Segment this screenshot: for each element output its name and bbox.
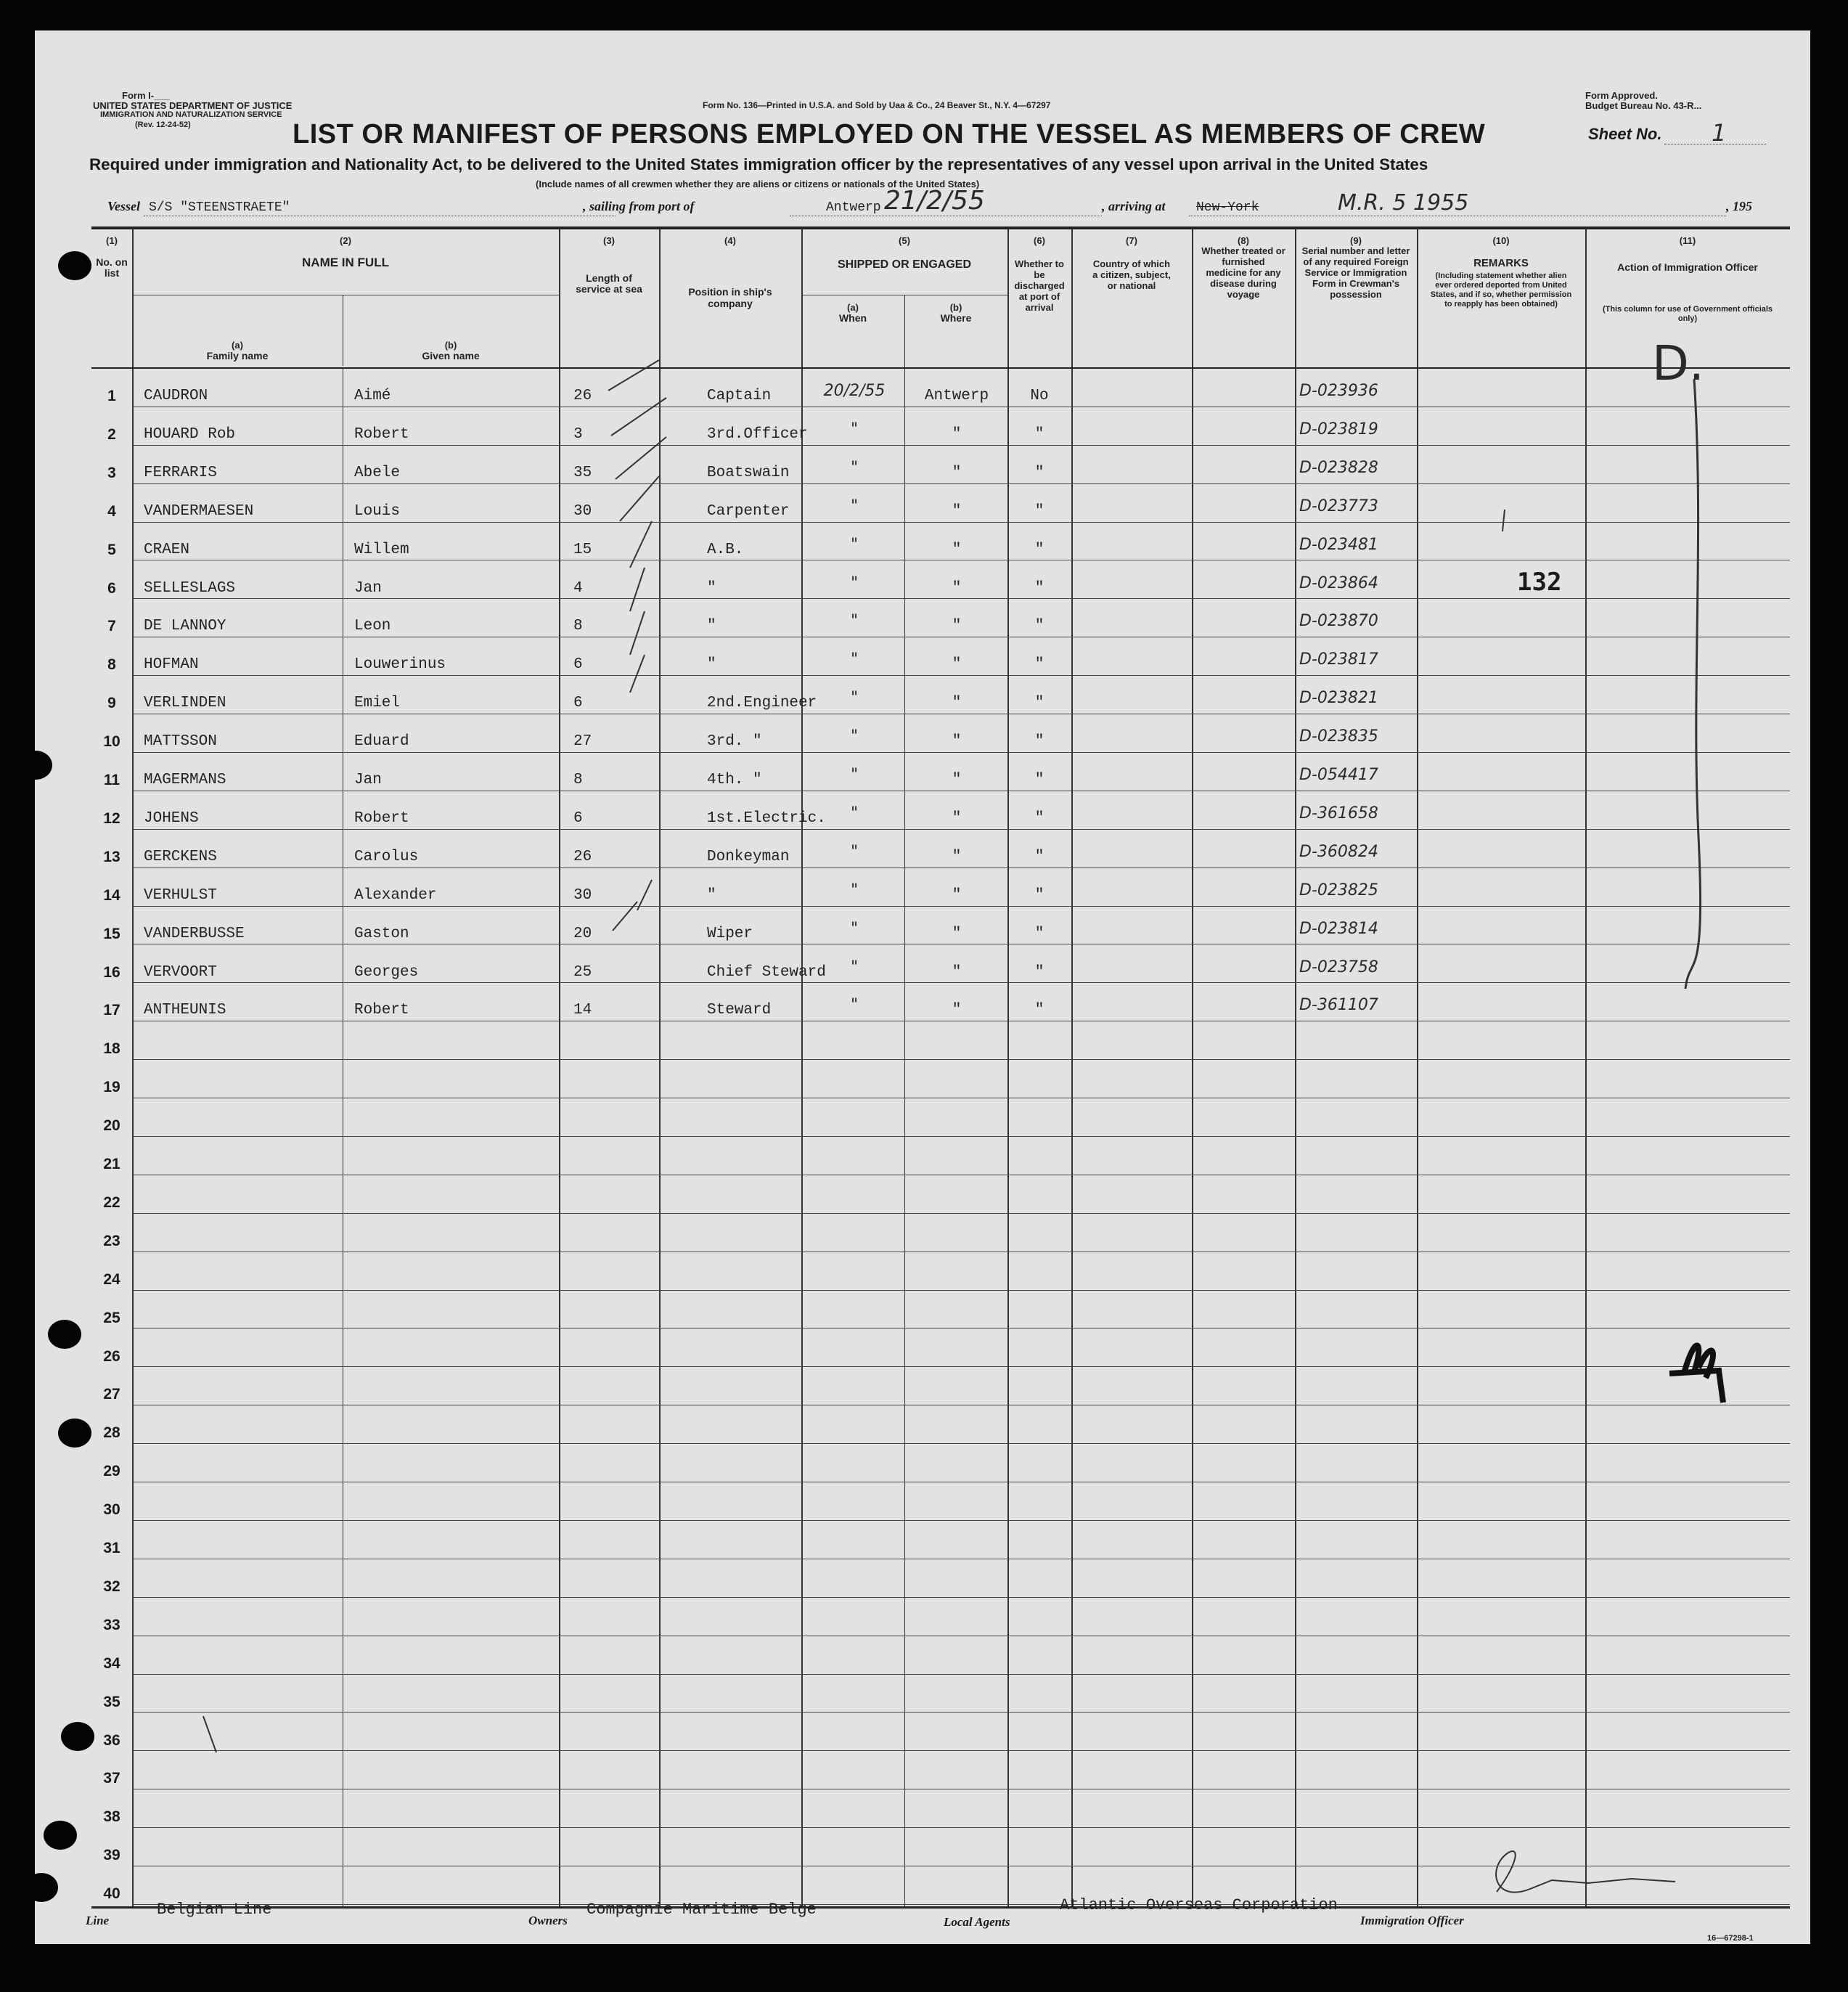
punch-hole xyxy=(58,1419,91,1448)
cell-discharged: " xyxy=(1034,502,1044,520)
col-2-number: (2) xyxy=(340,235,351,246)
cell-position: Chief Steward xyxy=(707,963,826,981)
cell-given-name: Abele xyxy=(354,464,401,481)
cell-given-name: Louwerinus xyxy=(354,656,446,674)
cell-serial: D-361658 xyxy=(1299,804,1378,822)
agents-value: Atlantic Overseas Corporation xyxy=(1060,1896,1338,1914)
col-length: Length of service at sea xyxy=(576,272,642,295)
manifest-sheet xyxy=(35,30,1810,1944)
cell-length: 3 xyxy=(573,425,583,443)
cell-serial: D-023814 xyxy=(1299,919,1378,938)
cell-no: 25 xyxy=(103,1309,120,1326)
col-6-number: (6) xyxy=(1034,235,1045,246)
cell-when: " xyxy=(850,804,859,822)
cell-no: 24 xyxy=(103,1270,120,1288)
cell-discharged: " xyxy=(1034,925,1044,942)
col-3-number: (3) xyxy=(603,235,615,246)
col-serial: Serial number and letter of any required Foreign Service or Immigration Form in Crewman's possession xyxy=(1301,245,1410,300)
col-position: Position in ship's company xyxy=(688,286,772,309)
cell-no: 9 xyxy=(107,695,116,712)
sheet-number: 1 xyxy=(1712,119,1727,147)
cell-given-name: Jan xyxy=(354,579,382,597)
cell-family-name: JOHENS xyxy=(144,809,199,827)
cell-no: 38 xyxy=(103,1808,120,1826)
cell-given-name: Emiel xyxy=(354,695,401,712)
cell-when: " xyxy=(850,996,859,1015)
cell-position: Donkeyman xyxy=(707,848,790,865)
cell-no: 22 xyxy=(103,1193,120,1211)
cell-serial: D-023835 xyxy=(1299,727,1378,746)
col-remarks: REMARKS xyxy=(1473,257,1529,269)
vessel-name: S/S "STEENSTRAETE" xyxy=(149,200,290,215)
cell-when: " xyxy=(850,842,859,861)
cell-no: 36 xyxy=(103,1731,120,1749)
cell-no: 33 xyxy=(103,1616,120,1633)
cell-when: " xyxy=(850,958,859,976)
cell-no: 5 xyxy=(107,541,116,558)
col-family-a: (a) xyxy=(232,340,243,351)
cell-serial: D-023758 xyxy=(1299,958,1378,976)
col-when: When xyxy=(838,312,867,324)
punch-hole xyxy=(19,751,52,780)
cell-when: " xyxy=(850,573,859,592)
cell-no: 17 xyxy=(103,1002,120,1019)
col-shipped: SHIPPED OR ENGAGED xyxy=(837,258,972,271)
col-discharged: Whether to be discharged at port of arrival xyxy=(1014,258,1065,313)
cell-no: 13 xyxy=(103,848,120,865)
form-code: 16—67298-1 xyxy=(1707,1934,1754,1943)
col-country: Country of which a citizen, subject, or national xyxy=(1092,258,1171,291)
cell-no: 16 xyxy=(103,963,120,981)
cell-length: 6 xyxy=(573,809,583,827)
cell-no: 26 xyxy=(103,1347,120,1365)
cell-position: Carpenter xyxy=(707,502,790,520)
cell-where: " xyxy=(952,541,962,558)
cell-where: " xyxy=(952,963,962,981)
cell-family-name: VERHULST xyxy=(144,886,217,904)
cell-position: Wiper xyxy=(707,925,753,942)
cell-length: 15 xyxy=(573,541,592,558)
cell-given-name: Robert xyxy=(354,1002,409,1019)
cell-when: " xyxy=(850,612,859,631)
cell-position: " xyxy=(707,579,716,597)
cell-where: " xyxy=(952,618,962,635)
cell-where: Antwerp xyxy=(924,388,989,404)
cell-length: 4 xyxy=(573,579,583,597)
cell-serial: D-023825 xyxy=(1299,881,1378,899)
cell-serial: D-023870 xyxy=(1299,612,1378,631)
cell-discharged: " xyxy=(1034,541,1044,558)
arrival-date: M.R. 5 1955 xyxy=(1338,190,1469,216)
punch-hole xyxy=(48,1320,81,1349)
col-given-b: (b) xyxy=(444,340,457,351)
punch-hole xyxy=(61,1722,94,1751)
cell-discharged: " xyxy=(1034,809,1044,827)
col-action-note: (This column for use of Government officials only) xyxy=(1602,305,1773,323)
cell-serial: D-023773 xyxy=(1299,497,1378,515)
cell-where: " xyxy=(952,848,962,865)
col-4-number: (4) xyxy=(724,235,736,246)
cell-length: 26 xyxy=(573,388,592,404)
cell-family-name: VANDERBUSSE xyxy=(144,925,245,942)
manifest-title: LIST OR MANIFEST OF PERSONS EMPLOYED ON THE VESSEL AS MEMBERS OF CREW xyxy=(293,119,1486,150)
cell-serial: D-023828 xyxy=(1299,458,1378,477)
cell-no: 1 xyxy=(107,388,116,404)
cell-no: 39 xyxy=(103,1847,120,1864)
cell-family-name: MATTSSON xyxy=(144,733,217,751)
cell-length: 27 xyxy=(573,733,592,751)
cell-when: " xyxy=(850,766,859,784)
cell-no: 7 xyxy=(107,618,116,635)
line-label: Line xyxy=(86,1914,110,1927)
cell-family-name: HOFMAN xyxy=(144,656,199,674)
cell-family-name: VANDERMAESEN xyxy=(144,502,254,520)
cell-given-name: Georges xyxy=(354,963,419,981)
cell-when: " xyxy=(850,497,859,515)
cell-length: 25 xyxy=(573,963,592,981)
col-name-in-full: NAME IN FULL xyxy=(302,256,389,269)
cell-where: " xyxy=(952,1002,962,1019)
cell-length: 6 xyxy=(573,695,583,712)
cell-discharged: " xyxy=(1034,464,1044,481)
cell-no: 14 xyxy=(103,886,120,904)
cell-length: 30 xyxy=(573,502,592,520)
cell-no: 21 xyxy=(103,1156,120,1172)
cell-position: 2nd.Engineer xyxy=(707,695,817,712)
cell-length: 8 xyxy=(573,772,583,788)
form-number: Form I-___ xyxy=(122,90,170,101)
cell-no: 11 xyxy=(103,772,120,788)
arriving-port: New-York xyxy=(1196,200,1259,215)
col-family-name: Family name xyxy=(206,350,269,362)
col-5-number: (5) xyxy=(899,235,910,246)
cell-length: 26 xyxy=(573,848,592,865)
cell-no: 40 xyxy=(103,1885,120,1903)
cell-length: 20 xyxy=(573,925,592,942)
cell-when: 20/2/55 xyxy=(823,382,886,400)
cell-position: " xyxy=(707,618,716,635)
sailing-label: , sailing from port of xyxy=(583,199,695,213)
cell-discharged: " xyxy=(1034,886,1044,904)
sheet-label: Sheet No. xyxy=(1588,125,1662,143)
col-7-number: (7) xyxy=(1126,235,1137,246)
cell-family-name: CAUDRON xyxy=(144,388,208,404)
cell-no: 19 xyxy=(103,1079,120,1096)
cell-length: 14 xyxy=(573,1002,592,1019)
cell-no: 10 xyxy=(103,733,120,751)
cell-where: " xyxy=(952,733,962,751)
year-label: , 195 xyxy=(1726,199,1752,213)
cell-position: 1st.Electric. xyxy=(707,809,826,827)
cell-position: Boatswain xyxy=(707,464,790,481)
cell-discharged: " xyxy=(1034,618,1044,635)
cell-no: 4 xyxy=(107,502,116,520)
col-where-b: (b) xyxy=(949,302,962,313)
cell-serial: D-360824 xyxy=(1299,842,1378,861)
cell-length: 6 xyxy=(573,656,583,674)
cell-given-name: Leon xyxy=(354,618,391,635)
cell-given-name: Robert xyxy=(354,809,409,827)
cell-when: " xyxy=(850,727,859,746)
manifest-subtitle: Required under immigration and Nationality Act, to be delivered to the United States immigration officer by the representatives of any vessel upon arrival in the United States xyxy=(89,155,1428,174)
cell-where: " xyxy=(952,464,962,481)
col-10-number: (10) xyxy=(1492,235,1510,246)
remarks-number: 132 xyxy=(1517,568,1562,597)
cell-position: " xyxy=(707,656,716,674)
budget-bureau: Budget Bureau No. 43-R... xyxy=(1585,100,1702,111)
line-value: Belgian Line xyxy=(157,1901,272,1919)
cell-discharged: " xyxy=(1034,656,1044,674)
cell-family-name: SELLESLAGS xyxy=(144,579,236,597)
cell-discharged: " xyxy=(1034,1002,1044,1019)
col-given-name: Given name xyxy=(422,350,480,362)
cell-discharged: " xyxy=(1034,733,1044,751)
cell-no: 37 xyxy=(103,1770,120,1787)
cell-discharged: " xyxy=(1034,695,1044,712)
cell-length: 35 xyxy=(573,464,592,481)
cell-given-name: Louis xyxy=(354,502,401,520)
cell-serial: D-054417 xyxy=(1299,766,1378,784)
cell-family-name: FERRARIS xyxy=(144,464,217,481)
cell-serial: D-023936 xyxy=(1299,382,1378,400)
punch-hole xyxy=(25,1873,58,1902)
punch-hole xyxy=(58,251,91,280)
col-when-a: (a) xyxy=(847,302,859,313)
cell-where: " xyxy=(952,886,962,904)
col-1-number: (1) xyxy=(106,235,118,246)
cell-serial: D-023817 xyxy=(1299,650,1378,669)
cell-position: " xyxy=(707,886,716,904)
cell-no: 12 xyxy=(103,809,120,827)
cell-no: 34 xyxy=(103,1654,120,1672)
cell-given-name: Carolus xyxy=(354,848,419,865)
cell-position: 3rd.Officer xyxy=(707,425,808,443)
cell-no: 3 xyxy=(107,464,116,481)
cell-discharged: " xyxy=(1034,772,1044,788)
cell-where: " xyxy=(952,656,962,674)
cell-where: " xyxy=(952,809,962,827)
cell-given-name: Jan xyxy=(354,772,382,788)
cell-no: 29 xyxy=(103,1463,120,1480)
cell-when: " xyxy=(850,881,859,899)
cell-when: " xyxy=(850,458,859,477)
cell-given-name: Gaston xyxy=(354,925,409,942)
cell-when: " xyxy=(850,535,859,554)
punch-hole xyxy=(44,1821,77,1850)
arriving-label: , arriving at xyxy=(1102,199,1166,213)
sailing-port: Antwerp xyxy=(826,200,881,215)
cell-no: 32 xyxy=(103,1577,120,1595)
agents-label: Local Agents xyxy=(944,1915,1010,1929)
cell-given-name: Aimé xyxy=(354,388,391,404)
cell-length: 30 xyxy=(573,886,592,904)
cell-no: 8 xyxy=(107,656,116,674)
action-mark: D. xyxy=(1652,335,1704,391)
cell-serial: D-023821 xyxy=(1299,689,1378,708)
cell-given-name: Alexander xyxy=(354,886,437,904)
col-11-number: (11) xyxy=(1679,235,1696,246)
cell-no: 28 xyxy=(103,1424,120,1442)
col-no-on-list: No. on list xyxy=(96,256,128,279)
owners-label: Owners xyxy=(528,1914,568,1927)
cell-no: 18 xyxy=(103,1040,120,1058)
revision-date: (Rev. 12-24-52) xyxy=(135,121,191,129)
cell-where: " xyxy=(952,425,962,443)
col-remarks-note: (Including statement whether alien ever ordered deported from United States, and if so, whether permission to reapply has been obtained) xyxy=(1430,272,1572,309)
cell-where: " xyxy=(952,502,962,520)
cell-discharged: " xyxy=(1034,579,1044,597)
cell-no: 20 xyxy=(103,1117,120,1135)
cell-no: 30 xyxy=(103,1501,120,1519)
officer-label: Immigration Officer xyxy=(1360,1914,1464,1927)
cell-no: 23 xyxy=(103,1232,120,1249)
cell-position: 4th. " xyxy=(707,772,762,788)
cell-given-name: Willem xyxy=(354,541,409,558)
cell-where: " xyxy=(952,772,962,788)
col-treated: Whether treated or furnished medicine for any disease during voyage xyxy=(1201,245,1285,300)
cell-family-name: GERCKENS xyxy=(144,848,217,865)
cell-where: " xyxy=(952,925,962,942)
service-name: IMMIGRATION AND NATURALIZATION SERVICE xyxy=(100,110,282,119)
printer-line: Form No. 136—Printed in U.S.A. and Sold by Uaa & Co., 24 Beaver St., N.Y. 4—67297 xyxy=(703,100,1051,110)
cell-when: " xyxy=(850,689,859,708)
cell-position: 3rd. " xyxy=(707,733,762,751)
cell-no: 35 xyxy=(103,1693,120,1710)
department-name: UNITED STATES DEPARTMENT OF JUSTICE xyxy=(93,100,293,111)
form-approved: Form Approved. xyxy=(1585,90,1658,101)
cell-when: " xyxy=(850,650,859,669)
cell-serial: D-361107 xyxy=(1299,996,1378,1015)
cell-discharged: " xyxy=(1034,848,1044,865)
cell-no: 15 xyxy=(103,925,120,942)
cell-family-name: HOUARD Rob xyxy=(144,425,236,443)
manifest-note: (Include names of all crewmen whether they are aliens or citizens or nationals of the United States) xyxy=(536,179,980,189)
pen-strokes xyxy=(35,30,1810,1944)
col-9-number: (9) xyxy=(1350,235,1362,246)
cell-where: " xyxy=(952,579,962,597)
cell-position: Captain xyxy=(707,388,772,404)
col-action: Action of Immigration Officer xyxy=(1617,261,1758,273)
cell-no: 2 xyxy=(107,425,116,443)
cell-family-name: DE LANNOY xyxy=(144,618,226,635)
cell-position: A.B. xyxy=(707,541,744,558)
cell-when: " xyxy=(850,919,859,938)
cell-given-name: Eduard xyxy=(354,733,409,751)
cell-position: Steward xyxy=(707,1002,772,1019)
cell-family-name: MAGERMANS xyxy=(144,772,226,788)
cell-family-name: ANTHEUNIS xyxy=(144,1002,226,1019)
cell-no: 6 xyxy=(107,579,116,597)
col-8-number: (8) xyxy=(1238,235,1249,246)
cell-discharged: " xyxy=(1034,425,1044,443)
vessel-label: Vessel xyxy=(107,199,140,213)
cell-where: " xyxy=(952,695,962,712)
owners-value: Compagnie Maritime Belge xyxy=(586,1901,817,1919)
cell-family-name: CRAEN xyxy=(144,541,190,558)
cell-serial: D-023819 xyxy=(1299,420,1378,438)
cell-serial: D-023864 xyxy=(1299,573,1378,592)
cell-given-name: Robert xyxy=(354,425,409,443)
cell-serial: D-023481 xyxy=(1299,535,1378,554)
cell-discharged: No xyxy=(1030,388,1049,404)
cell-no: 27 xyxy=(103,1386,120,1403)
sailing-date: 21/2/55 xyxy=(884,186,985,216)
cell-family-name: VERVOORT xyxy=(144,963,217,981)
col-where: Where xyxy=(940,312,972,324)
cell-length: 8 xyxy=(573,618,583,635)
cell-when: " xyxy=(850,420,859,438)
cell-no: 31 xyxy=(103,1540,120,1556)
cell-discharged: " xyxy=(1034,963,1044,981)
cell-family-name: VERLINDEN xyxy=(144,695,226,712)
